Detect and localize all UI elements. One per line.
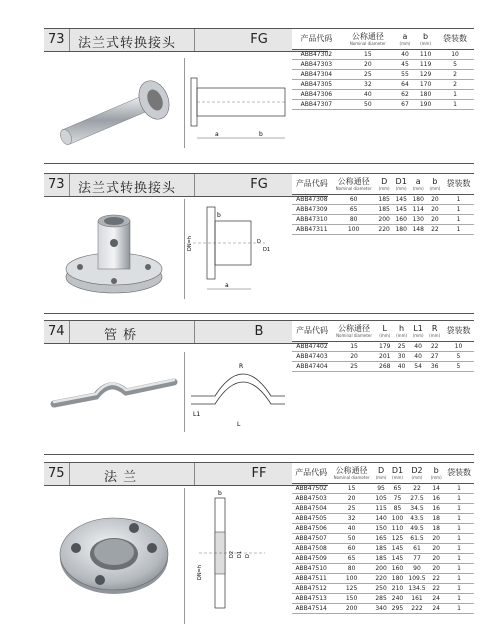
- table-cell: 20: [428, 544, 444, 554]
- table-cell: 22: [426, 342, 443, 352]
- product-block-73-b: [44, 173, 474, 303]
- table-cell: 40: [393, 362, 410, 372]
- table-cell: 1: [444, 494, 474, 504]
- table-cell: 1: [443, 195, 474, 205]
- table-cell: 179: [376, 342, 393, 352]
- block-header: [44, 320, 328, 344]
- product-name: 法 兰: [104, 470, 138, 485]
- dim-b-label: b: [217, 212, 221, 219]
- table-header-row: [292, 29, 474, 50]
- table-cell: 15: [341, 50, 395, 60]
- table-cell: 67: [395, 100, 415, 110]
- table-cell: 60: [330, 544, 373, 554]
- product-name: 法兰式转换接头: [78, 36, 177, 51]
- table-cell: 10: [443, 342, 474, 352]
- column-header: 袋装数: [443, 174, 474, 195]
- table-header-row: [292, 174, 474, 195]
- table-cell: 185: [373, 554, 389, 564]
- table-cell: ABB47305: [292, 80, 341, 90]
- table-row: [292, 50, 474, 60]
- table-cell: ABB47303: [292, 60, 341, 70]
- table-cell: 170: [415, 80, 436, 90]
- column-header: D (mm): [376, 174, 393, 195]
- table-cell: ABB47502: [292, 484, 330, 494]
- column-header: D1 (mm): [389, 463, 405, 484]
- table-cell: ABB47505: [292, 514, 330, 524]
- table-cell: 15: [330, 484, 373, 494]
- table-cell: 1: [444, 584, 474, 594]
- table-cell: 145: [393, 205, 410, 215]
- table-cell: 40: [341, 90, 395, 100]
- table-cell: ABB47311: [292, 225, 332, 235]
- pipe-bridge-drawing: [184, 352, 290, 432]
- table-cell: 61: [406, 544, 429, 554]
- table-cell: 1: [444, 544, 474, 554]
- table-cell: 55: [395, 70, 415, 80]
- table-cell: 130: [410, 215, 427, 225]
- table-cell: 115: [373, 504, 389, 514]
- table-cell: 180: [410, 195, 427, 205]
- table-cell: ABB47513: [292, 594, 330, 604]
- table-cell: 1: [444, 594, 474, 604]
- table-cell: 25: [330, 504, 373, 514]
- column-header: 公称通径 Nominal diameter: [341, 29, 395, 50]
- table-cell: 5: [443, 362, 474, 372]
- column-header: b (mm): [415, 29, 436, 50]
- table-cell: 268: [376, 362, 393, 372]
- table-cell: 62: [395, 90, 415, 100]
- product-number: 73: [48, 177, 65, 192]
- column-header: a (mm): [410, 174, 427, 195]
- table-cell: ABB47403: [292, 352, 332, 362]
- table-cell: 18: [428, 524, 444, 534]
- table-cell: 145: [393, 195, 410, 205]
- table-cell: 20: [427, 215, 443, 225]
- product-block-75: [44, 462, 474, 630]
- column-header: 产品代码: [292, 463, 330, 484]
- table-cell: 65: [389, 484, 405, 494]
- dim-d1-label: D1: [263, 247, 271, 253]
- column-header: 袋装数: [436, 29, 474, 50]
- table-cell: 1: [443, 215, 474, 225]
- table-cell: 18: [428, 514, 444, 524]
- table-cell: 40: [330, 524, 373, 534]
- table-cell: 220: [373, 574, 389, 584]
- table-cell: 185: [373, 544, 389, 554]
- table-cell: 185: [376, 195, 393, 205]
- column-header: a (mm): [395, 29, 415, 50]
- column-header: 公称通径 Nominal diameter: [332, 321, 376, 342]
- table-cell: 129: [415, 70, 436, 80]
- table-row: [292, 514, 474, 524]
- column-header: D2 (mm): [406, 463, 429, 484]
- table-cell: 20: [341, 60, 395, 70]
- table-cell: ABB47308: [292, 195, 332, 205]
- dim-b-label: b: [259, 131, 263, 138]
- table-row: [292, 574, 474, 584]
- table-cell: 24: [428, 604, 444, 614]
- table-cell: 45: [395, 60, 415, 70]
- table-header-row: [292, 321, 474, 342]
- table-row: [292, 100, 474, 110]
- table-cell: 80: [332, 215, 376, 225]
- table-cell: 250: [373, 584, 389, 594]
- table-cell: ABB47514: [292, 604, 330, 614]
- table-cell: 20: [332, 352, 376, 362]
- table-cell: 24: [428, 594, 444, 604]
- table-cell: 20: [428, 554, 444, 564]
- flange-fitting-drawing: [184, 199, 290, 299]
- table-cell: 40: [395, 50, 415, 60]
- table-cell: 220: [376, 225, 393, 235]
- table-row: [292, 195, 474, 205]
- table-cell: 240: [389, 594, 405, 604]
- table-cell: ABB47512: [292, 584, 330, 594]
- column-header: 产品代码: [292, 174, 332, 195]
- table-cell: 10: [436, 50, 474, 60]
- table-cell: 201: [376, 352, 393, 362]
- table-row: [292, 544, 474, 554]
- table-cell: 25: [332, 362, 376, 372]
- table-cell: 125: [389, 534, 405, 544]
- table-cell: 85: [389, 504, 405, 514]
- table-cell: 32: [341, 80, 395, 90]
- table-row: [292, 504, 474, 514]
- flange-drawing: [184, 488, 290, 624]
- spec-table: [292, 462, 474, 614]
- table-row: [292, 584, 474, 594]
- table-cell: 25: [393, 342, 410, 352]
- column-header: 产品代码: [292, 321, 332, 342]
- block-header: [44, 462, 328, 486]
- product-code: FG: [250, 32, 268, 47]
- table-row: [292, 594, 474, 604]
- column-header: R (mm): [426, 321, 443, 342]
- table-cell: 145: [389, 554, 405, 564]
- table-cell: 222: [406, 604, 429, 614]
- table-cell: 160: [393, 215, 410, 225]
- dim-d-label: D: [257, 239, 261, 245]
- table-cell: 60: [332, 195, 376, 205]
- table-cell: ABB47510: [292, 564, 330, 574]
- table-cell: 200: [376, 215, 393, 225]
- table-cell: 65: [332, 205, 376, 215]
- table-cell: 1: [444, 534, 474, 544]
- table-row: [292, 215, 474, 225]
- column-header: 公称通径 Nominal diameter: [332, 174, 376, 195]
- flange-fitting-photo: [44, 197, 184, 297]
- table-cell: 15: [332, 342, 376, 352]
- table-cell: 119: [415, 60, 436, 70]
- table-cell: 5: [443, 352, 474, 362]
- table-row: [292, 352, 474, 362]
- block-header: [44, 28, 328, 52]
- spec-table: [292, 28, 474, 110]
- table-cell: 1: [444, 484, 474, 494]
- table-cell: ABB47503: [292, 494, 330, 504]
- table-cell: ABB47402: [292, 342, 332, 352]
- column-header: h (mm): [393, 321, 410, 342]
- table-cell: 49.5: [406, 524, 429, 534]
- table-row: [292, 225, 474, 235]
- table-cell: 100: [389, 514, 405, 524]
- table-cell: 1: [444, 524, 474, 534]
- table-cell: 34.5: [406, 504, 429, 514]
- table-cell: 161: [406, 594, 429, 604]
- table-cell: 125: [330, 584, 373, 594]
- table-cell: 50: [330, 534, 373, 544]
- spec-table: [292, 173, 474, 235]
- table-cell: 140: [373, 514, 389, 524]
- dim-d-label: D: [245, 554, 251, 558]
- table-cell: 134.5: [406, 584, 429, 594]
- table-row: [292, 534, 474, 544]
- table-cell: 190: [415, 100, 436, 110]
- table-cell: 1: [436, 100, 474, 110]
- table-cell: 340: [373, 604, 389, 614]
- table-cell: 22: [427, 225, 443, 235]
- table-cell: 20: [330, 494, 373, 504]
- table-cell: 148: [410, 225, 427, 235]
- table-cell: 210: [389, 584, 405, 594]
- dim-a-label: a: [225, 282, 229, 289]
- table-cell: 16: [428, 504, 444, 514]
- table-cell: 1: [444, 604, 474, 614]
- table-cell: ABB47506: [292, 524, 330, 534]
- product-code: FF: [251, 466, 267, 481]
- column-header: D (mm): [373, 463, 389, 484]
- table-cell: 64: [395, 80, 415, 90]
- table-cell: 61.5: [406, 534, 429, 544]
- table-cell: 5: [436, 60, 474, 70]
- table-cell: ABB47504: [292, 504, 330, 514]
- column-header: L1 (mm): [410, 321, 427, 342]
- table-cell: 180: [393, 225, 410, 235]
- table-row: [292, 342, 474, 352]
- table-row: [292, 484, 474, 494]
- table-cell: 20: [428, 534, 444, 544]
- table-cell: 22: [428, 584, 444, 594]
- table-cell: ABB47307: [292, 100, 341, 110]
- table-row: [292, 205, 474, 215]
- table-cell: 285: [373, 594, 389, 604]
- table-cell: 1: [444, 554, 474, 564]
- block-header: [44, 173, 328, 197]
- table-cell: 20: [427, 195, 443, 205]
- table-row: [292, 604, 474, 614]
- dim-r-label: R: [239, 363, 244, 370]
- dim-d1-label: D1: [237, 550, 243, 558]
- column-header: 公称通径 Nominal diameter: [330, 463, 373, 484]
- table-cell: 1: [444, 564, 474, 574]
- pipe-bridge-photo: [44, 352, 184, 432]
- product-name: 管 桥: [104, 328, 138, 343]
- table-cell: 50: [341, 100, 395, 110]
- table-cell: 1: [443, 205, 474, 215]
- table-cell: 185: [376, 205, 393, 215]
- table-cell: 20: [427, 205, 443, 215]
- table-cell: 40: [410, 342, 427, 352]
- table-cell: ABB47511: [292, 574, 330, 584]
- table-cell: ABB47508: [292, 544, 330, 554]
- table-cell: 40: [410, 352, 427, 362]
- table-cell: 150: [330, 594, 373, 604]
- table-cell: 77: [406, 554, 429, 564]
- table-row: [292, 90, 474, 100]
- column-header: L (mm): [376, 321, 393, 342]
- table-cell: ABB47509: [292, 554, 330, 564]
- table-cell: ABB47306: [292, 90, 341, 100]
- table-cell: 65: [330, 554, 373, 564]
- table-row: [292, 554, 474, 564]
- table-cell: 27: [426, 352, 443, 362]
- spec-table: [292, 320, 474, 372]
- table-cell: 165: [373, 534, 389, 544]
- table-cell: 180: [389, 574, 405, 584]
- table-cell: 2: [436, 70, 474, 80]
- column-header: 袋装数: [444, 463, 474, 484]
- table-cell: 54: [410, 362, 427, 372]
- dim-dn-label: DN=h: [187, 236, 193, 251]
- table-cell: 295: [389, 604, 405, 614]
- table-cell: 1: [444, 514, 474, 524]
- flange-photo: [44, 500, 184, 610]
- table-cell: 22: [428, 574, 444, 584]
- column-header: 袋装数: [443, 321, 474, 342]
- product-name: 法兰式转换接头: [78, 181, 177, 196]
- table-cell: 150: [373, 524, 389, 534]
- product-code: B: [254, 324, 264, 339]
- column-header: b (mm): [428, 463, 444, 484]
- flange-adapter-photo: [44, 58, 184, 148]
- table-cell: 105: [373, 494, 389, 504]
- table-header-row: [292, 463, 474, 484]
- table-cell: 1: [444, 574, 474, 584]
- table-cell: 100: [330, 574, 373, 584]
- table-cell: 1: [443, 225, 474, 235]
- table-cell: 1: [444, 504, 474, 514]
- table-cell: 25: [341, 70, 395, 80]
- table-cell: 22: [406, 484, 429, 494]
- table-cell: 110: [389, 524, 405, 534]
- table-cell: 32: [330, 514, 373, 524]
- table-cell: 1: [436, 90, 474, 100]
- table-cell: ABB47304: [292, 70, 341, 80]
- product-number: 73: [48, 32, 65, 47]
- table-cell: 95: [373, 484, 389, 494]
- table-row: [292, 564, 474, 574]
- table-cell: 75: [389, 494, 405, 504]
- table-cell: 114: [410, 205, 427, 215]
- table-cell: ABB47309: [292, 205, 332, 215]
- table-cell: 43.5: [406, 514, 429, 524]
- table-row: [292, 524, 474, 534]
- dim-l-label: L: [237, 421, 241, 428]
- column-header: b (mm): [427, 174, 443, 195]
- table-cell: 20: [428, 564, 444, 574]
- product-number: 75: [48, 466, 65, 481]
- table-cell: 145: [389, 544, 405, 554]
- dim-dn-label: DN=h: [197, 565, 203, 580]
- table-cell: 200: [330, 604, 373, 614]
- table-cell: 27.5: [406, 494, 429, 504]
- table-cell: ABB47310: [292, 215, 332, 225]
- table-row: [292, 70, 474, 80]
- table-row: [292, 60, 474, 70]
- flange-adapter-drawing: [184, 58, 290, 148]
- column-header: 产品代码: [292, 29, 341, 50]
- table-cell: 90: [406, 564, 429, 574]
- table-cell: 160: [389, 564, 405, 574]
- table-cell: 110: [415, 50, 436, 60]
- dim-l1-label: L1: [193, 411, 201, 418]
- column-header: D1 (mm): [393, 174, 410, 195]
- table-cell: 14: [428, 484, 444, 494]
- product-block-74: [44, 320, 474, 440]
- dim-d2-label: D2: [229, 550, 235, 558]
- dim-a-label: a: [215, 131, 219, 138]
- table-cell: ABB47404: [292, 362, 332, 372]
- table-row: [292, 80, 474, 90]
- dim-b-label: b: [218, 490, 222, 497]
- table-cell: 36: [426, 362, 443, 372]
- table-cell: 180: [415, 90, 436, 100]
- product-code: FG: [250, 177, 268, 192]
- table-cell: 80: [330, 564, 373, 574]
- table-row: [292, 362, 474, 372]
- table-cell: 109.5: [406, 574, 429, 584]
- table-cell: 100: [332, 225, 376, 235]
- product-block-73-a: [44, 28, 474, 146]
- table-cell: 2: [436, 80, 474, 90]
- table-row: [292, 494, 474, 504]
- table-cell: 200: [373, 564, 389, 574]
- product-number: 74: [48, 324, 65, 339]
- table-cell: ABB47302: [292, 50, 341, 60]
- table-cell: 30: [393, 352, 410, 362]
- table-cell: ABB47507: [292, 534, 330, 544]
- table-cell: 16: [428, 494, 444, 504]
